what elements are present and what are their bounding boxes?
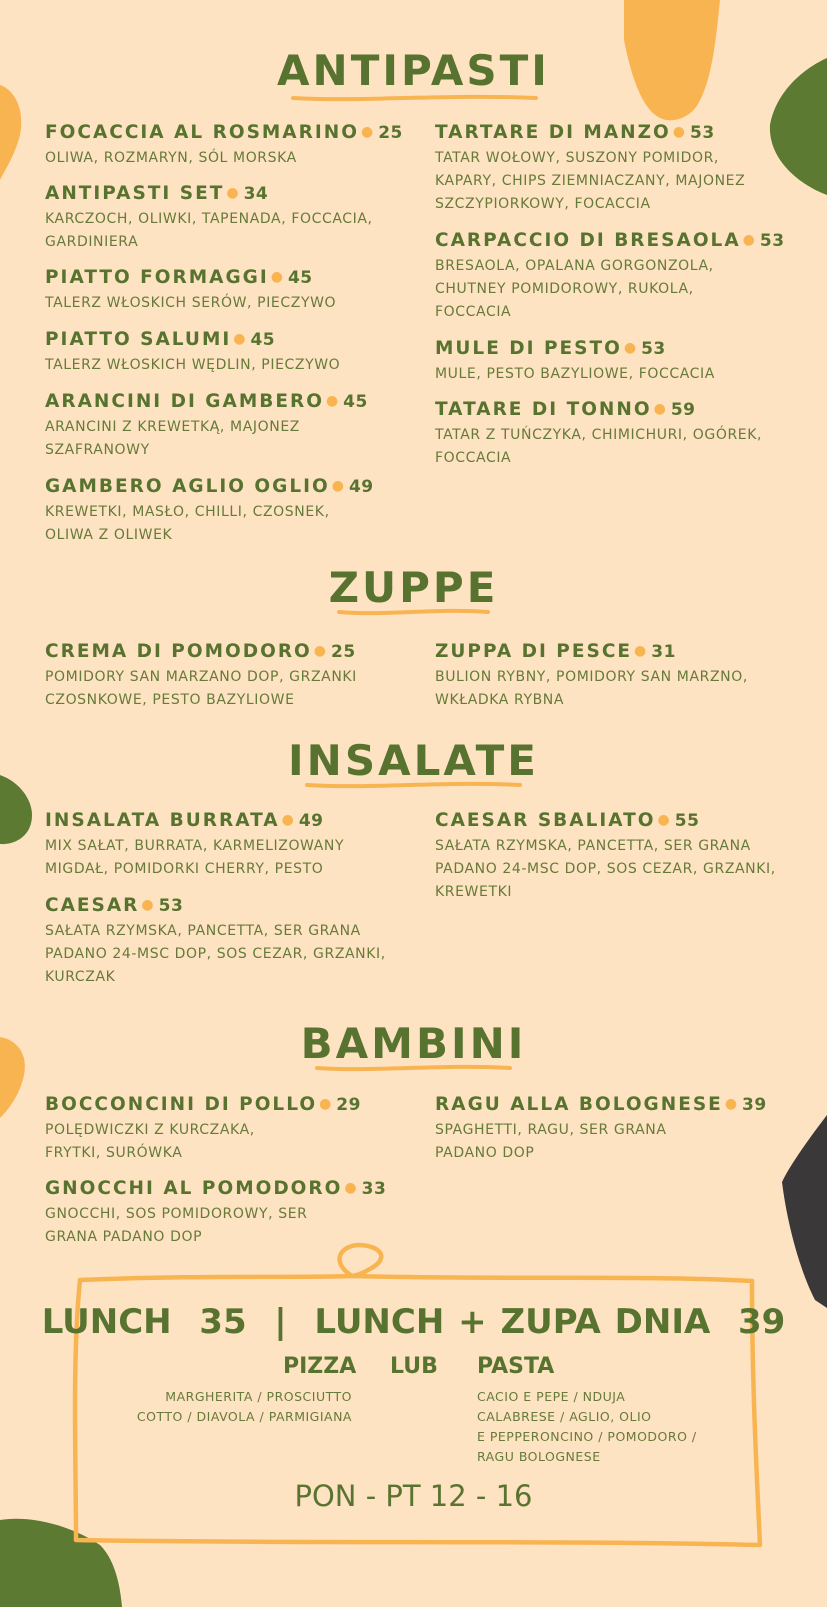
lunch-or-label: LUB — [390, 1354, 438, 1379]
bullet-dot: ● — [742, 232, 757, 248]
item-name: BOCCONCINI DI POLLO — [45, 1094, 318, 1115]
item-name: TATARE DI TONNO — [435, 399, 652, 420]
section-title-bambini: BAMBINI — [300, 1019, 527, 1068]
item-price: 45 — [250, 330, 276, 350]
bullet-dot: ● — [344, 1180, 359, 1196]
item-price: 53 — [641, 339, 666, 359]
menu-item — [435, 228, 795, 324]
section-title-zuppe: ZUPPE — [328, 563, 499, 612]
item-price: 53 — [690, 123, 715, 143]
lunch-pasta-line: CALABRESE / AGLIO, OLIO — [477, 1409, 652, 1424]
item-price: 31 — [651, 642, 676, 662]
item-description: POLĘDWICZKI Z KURCZAKA, FRYTKI, SURÓWKA — [45, 1122, 255, 1161]
item-price: 29 — [336, 1095, 361, 1115]
menu-item — [435, 639, 795, 712]
menu-item — [45, 265, 405, 315]
bullet-dot: ● — [653, 401, 668, 417]
item-price: 53 — [759, 231, 785, 251]
bullet-dot: ● — [233, 331, 248, 347]
item-description: TALERZ WŁOSKICH SERÓW, PIECZYWO — [45, 295, 337, 311]
item-description: BULION RYBNY, POMIDORY SAN MARZNO, WKŁADKA RYBNA — [435, 669, 748, 708]
item-name: ANTIPASTI SET — [45, 183, 225, 204]
bullet-dot: ● — [657, 812, 672, 828]
menu-item — [435, 1092, 795, 1165]
item-name: FOCACCIA AL ROSMARINO — [45, 122, 359, 143]
bullet-dot: ● — [313, 643, 329, 659]
item-description: KREWETKI, MASŁO, CHILLI, CZOSNEK, OLIWA Z OLIWEK — [45, 504, 330, 543]
item-name: MULE DI PESTO — [435, 338, 622, 359]
item-description: SAŁATA RZYMSKA, PANCETTA, SER GRANA PADANO 24-MSC DOP, SOS CEZAR, GRZANKI, KURCZAK — [45, 923, 386, 985]
item-price: 45 — [287, 268, 313, 288]
item-description: POMIDORY SAN MARZANO DOP, GRZANKI CZOSNKOWE, PESTO BAZYLIOWE — [45, 669, 357, 708]
menu-item — [45, 181, 405, 254]
item-name: INSALATA BURRATA — [45, 810, 280, 831]
bullet-dot: ● — [360, 124, 376, 140]
item-price: 49 — [348, 477, 374, 497]
lunch-pasta-label: PASTA — [477, 1354, 555, 1379]
item-name: CREMA DI POMODORO — [45, 641, 312, 662]
item-price: 33 — [361, 1179, 387, 1199]
menu-item — [45, 327, 405, 377]
item-name: PIATTO SALUMI — [45, 329, 232, 350]
item-description: TALERZ WŁOSKICH WĘDLIN, PIECZYWO — [45, 357, 341, 373]
menu-item — [435, 397, 795, 470]
bullet-dot: ● — [672, 124, 687, 140]
menu-item — [435, 808, 795, 904]
item-name: CAESAR SBALIATO — [435, 810, 656, 831]
lunch-pasta-line: E PEPPERONCINO / POMODORO / — [477, 1429, 697, 1444]
item-price: 49 — [298, 811, 324, 831]
item-name: GNOCCHI AL POMODORO — [45, 1178, 343, 1199]
item-description: OLIWA, ROZMARYN, SÓL MORSKA — [45, 150, 297, 166]
item-description: BRESAOLA, OPALANA GORGONZOLA, CHUTNEY POMIDOROWY, RUKOLA, FOCCACIA — [435, 258, 714, 320]
item-price: 25 — [378, 123, 403, 143]
title-underline — [336, 606, 492, 618]
bullet-dot: ● — [634, 643, 649, 659]
section-title-antipasti: ANTIPASTI — [277, 46, 550, 95]
item-price: 55 — [674, 811, 700, 831]
bullet-dot: ● — [270, 269, 285, 285]
item-price: 34 — [243, 184, 269, 204]
lunch-pizza-label: PIZZA — [283, 1354, 357, 1379]
item-description: TATAR WOŁOWY, SUSZONY POMIDOR, KAPARY, CHIPS ZIEMNIACZANY, MAJONEZ SZCZYPIORKOWY, FOCACCIA — [435, 150, 746, 212]
item-description: GNOCCHI, SOS POMIDOROWY, SER GRANA PADANO DOP — [45, 1206, 308, 1245]
item-name: CARPACCIO DI BRESAOLA — [435, 230, 741, 251]
item-price: 59 — [670, 400, 696, 420]
item-description: SPAGHETTI, RAGU, SER GRANA PADANO DOP — [435, 1122, 667, 1161]
title-underline — [304, 779, 524, 791]
section-title-insalate: INSALATE — [288, 736, 539, 785]
title-underline — [314, 1062, 514, 1074]
item-description: SAŁATA RZYMSKA, PANCETTA, SER GRANA PADANO 24-MSC DOP, SOS CEZAR, GRZANKI, KREWETKI — [435, 838, 776, 900]
menu-item — [45, 474, 405, 547]
menu-item — [45, 893, 405, 989]
bullet-dot: ● — [226, 185, 241, 201]
item-price: 45 — [343, 392, 368, 412]
item-description: MULE, PESTO BAZYLIOWE, FOCCACIA — [435, 366, 715, 382]
bullet-dot: ● — [623, 340, 639, 356]
title-underline — [290, 92, 540, 104]
menu-item — [45, 120, 405, 170]
item-name: RAGU ALLA BOLOGNESE — [435, 1094, 723, 1115]
lunch-hours: PON - PT 12 - 16 — [294, 1479, 533, 1513]
bullet-dot: ● — [325, 393, 341, 409]
menu-item — [45, 1176, 405, 1249]
item-price: 39 — [742, 1095, 767, 1115]
item-name: TARTARE DI MANZO — [435, 122, 671, 143]
lunch-title: LUNCH 35 | LUNCH + ZUPA DNIA 39 — [41, 1302, 786, 1342]
bullet-dot: ● — [331, 478, 346, 494]
menu-item — [45, 389, 405, 462]
item-name: GAMBERO AGLIO OGLIO — [45, 476, 330, 497]
item-name: ARANCINI DI GAMBERO — [45, 391, 324, 412]
item-description: KARCZOCH, OLIWKI, TAPENADA, FOCCACIA, GARDINIERA — [45, 211, 373, 250]
lunch-pizza-line: COTTO / DIAVOLA / PARMIGIANA — [136, 1409, 352, 1424]
menu-item — [45, 1092, 405, 1165]
bullet-dot: ● — [141, 897, 156, 913]
item-description: TATAR Z TUŃCZYKA, CHIMICHURI, OGÓREK, FOCCACIA — [435, 427, 763, 466]
menu-item — [435, 120, 795, 216]
menu-item — [45, 808, 405, 881]
lunch-pizza-line: MARGHERITA / PROSCIUTTO — [165, 1389, 352, 1404]
bullet-dot: ● — [319, 1096, 334, 1112]
menu-item — [45, 639, 405, 712]
item-name: CAESAR — [45, 895, 140, 916]
lunch-pasta-line: CACIO E PEPE / NDUJA — [477, 1389, 626, 1404]
bullet-dot: ● — [724, 1096, 740, 1112]
item-name: ZUPPA DI PESCE — [435, 641, 633, 662]
item-price: 25 — [331, 642, 356, 662]
item-price: 53 — [158, 896, 184, 916]
lunch-pasta-line: RAGU BOLOGNESE — [477, 1449, 601, 1464]
item-description: ARANCINI Z KREWETKĄ, MAJONEZ SZAFRANOWY — [45, 419, 300, 458]
item-description: MIX SAŁAT, BURRATA, KARMELIZOWANY MIGDAŁ, POMIDORKI CHERRY, PESTO — [45, 838, 345, 877]
item-name: PIATTO FORMAGGI — [45, 267, 269, 288]
lunch-pizza-list — [137, 1387, 352, 1427]
bullet-dot: ● — [281, 812, 296, 828]
menu-item — [435, 336, 795, 386]
lunch-pasta-list — [477, 1387, 697, 1467]
